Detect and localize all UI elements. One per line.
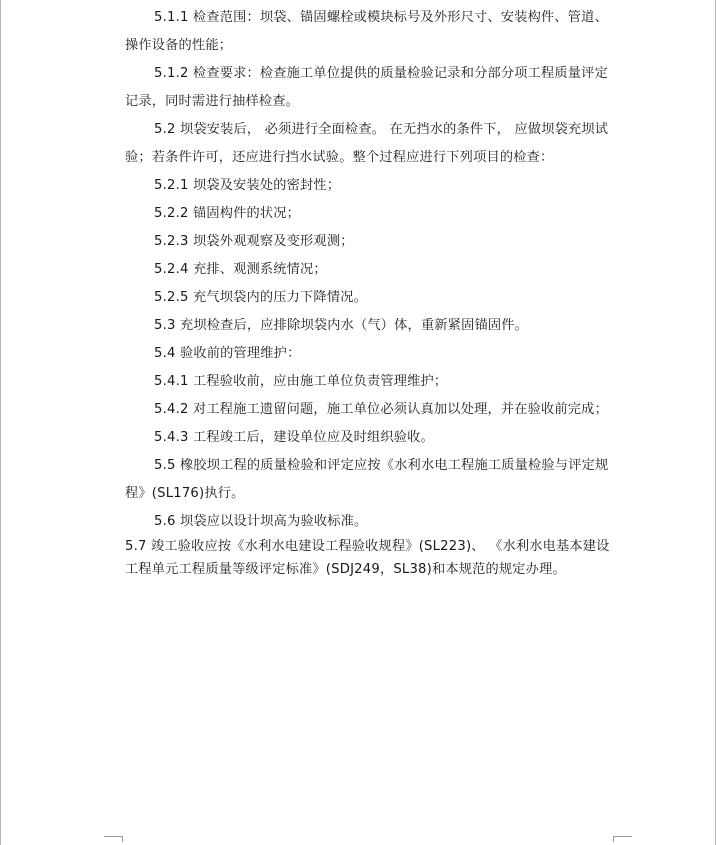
paragraph-line: 记录，同时需进行抽样检查。 (125, 94, 300, 109)
paragraph-line: 程》(SL176)执行。 (125, 486, 245, 501)
paragraph-5-2-3: 5.2.3 坝袋外观观察及变形观测； (154, 234, 354, 249)
paragraph-5-7 (125, 536, 647, 581)
page-left-edge (0, 0, 1, 845)
paragraph-line: 验；若条件许可，还应进行挡水试验。整个过程应进行下列项目的检查： (125, 150, 554, 165)
document-body (125, 4, 647, 581)
paragraph-5-2 (125, 116, 647, 172)
paragraph-line: 工程单元工程质量等级评定标准》(SDJ249，SL38)和本规范的规定办理。 (125, 561, 566, 577)
paragraph-5-2-1: 5.2.1 坝袋及安装处的密封性； (154, 178, 341, 193)
paragraph-line: 5.1.2 检查要求：检查施工单位提供的质量检验记录和分部分项工程质量评定 (154, 66, 608, 81)
paragraph-5-4-1: 5.4.1 工程验收前，应由施工单位负责管理维护； (154, 374, 448, 389)
paragraph-5-2-5: 5.2.5 充气坝袋内的压力下降情况。 (154, 290, 367, 305)
crop-mark-bottom-left (104, 836, 123, 842)
crop-mark-bottom-right (613, 836, 632, 842)
paragraph-5-4: 5.4 验收前的管理维护： (154, 346, 301, 361)
paragraph-5-6: 5.6 坝袋应以设计坝高为验收标准。 (154, 514, 368, 529)
paragraph-5-3: 5.3 充坝检查后，应排除坝袋内水（气）体，重新紧固锚固件。 (154, 318, 529, 333)
paragraph-5-5 (125, 452, 647, 508)
paragraph-line: 5.7 竣工验收应按《水利水电建设工程验收规程》(SL223)、 《水利水电基本建设 (125, 539, 610, 554)
paragraph-line: 5.1.1 检查范围：坝袋、锚固螺栓或模块标号及外形尺寸、安装构件、管道、 (154, 10, 608, 25)
paragraph-5-4-3: 5.4.3 工程竣工后，建设单位应及时组织验收。 (154, 430, 434, 445)
paragraph-5-2-2: 5.2.2 锚固构件的状况； (154, 206, 301, 221)
paragraph-line: 5.5 橡胶坝工程的质量检验和评定应按《水利水电工程施工质量检验与评定规 (154, 458, 609, 473)
paragraph-5-2-4: 5.2.4 充排、观测系统情况； (154, 262, 327, 277)
paragraph-5-4-2: 5.4.2 对工程施工遗留问题，施工单位必须认真加以处理，并在验收前完成； (154, 402, 608, 417)
paragraph-5-1-2 (125, 60, 647, 116)
paragraph-line: 5.2 坝袋安装后， 必须进行全面检查。 在无挡水的条件下， 应做坝袋充坝试 (154, 122, 609, 137)
paragraph-5-1-1 (125, 4, 647, 60)
paragraph-line: 操作设备的性能； (125, 38, 233, 53)
